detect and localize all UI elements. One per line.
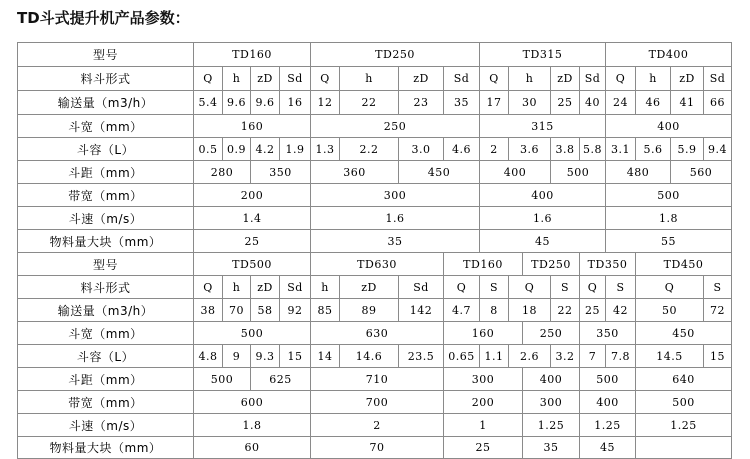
table-cell: h <box>222 66 250 90</box>
table-cell: 160 <box>193 114 310 137</box>
row-label: 输送量（m3/h） <box>17 90 193 114</box>
row-label: 带宽（mm） <box>17 390 193 413</box>
table-cell: 250 <box>522 321 579 344</box>
table-cell: 0.65 <box>443 344 479 367</box>
table-cell: h <box>508 66 550 90</box>
table-cell: TD160 <box>443 252 522 275</box>
table-cell: 630 <box>310 321 443 344</box>
table-cell: 4.6 <box>443 137 479 160</box>
table-cell: 2 <box>310 413 443 436</box>
table-cell: 9.6 <box>250 90 279 114</box>
table-cell: 300 <box>443 367 522 390</box>
table-cell: 280 <box>193 160 250 183</box>
table-cell: Q <box>193 275 222 298</box>
table-cell: 35 <box>522 436 579 459</box>
table-cell: S <box>605 275 635 298</box>
table-cell: 9.4 <box>703 137 732 160</box>
table-cell: 0.5 <box>193 137 222 160</box>
table-cell: 22 <box>339 90 398 114</box>
page-title: TD斗式提升机产品参数： <box>17 9 190 27</box>
table-cell: TD250 <box>522 252 579 275</box>
table-cell <box>635 436 732 459</box>
table-cell: TD250 <box>310 42 479 66</box>
table-cell: 12 <box>310 90 339 114</box>
table-cell: 3.8 <box>550 137 579 160</box>
table-cell: Sd <box>279 275 310 298</box>
table-cell: 500 <box>605 183 732 206</box>
row-label: 斗容（L） <box>17 137 193 160</box>
table-cell: 8 <box>479 298 508 321</box>
table-cell: 1 <box>443 413 522 436</box>
table-cell: h <box>222 275 250 298</box>
table-cell: S <box>479 275 508 298</box>
table-cell: 5.8 <box>579 137 605 160</box>
table-cell: 1.1 <box>479 344 508 367</box>
row-label: 物料量大块（mm） <box>17 436 193 459</box>
row-label: 斗距（mm） <box>17 160 193 183</box>
table-cell: 250 <box>310 114 479 137</box>
table-cell: 360 <box>310 160 398 183</box>
table-cell: 4.2 <box>250 137 279 160</box>
table-cell: Sd <box>398 275 443 298</box>
table-cell: 35 <box>310 229 479 252</box>
table-cell: 40 <box>579 90 605 114</box>
table-cell: 18 <box>508 298 550 321</box>
table-cell: 17 <box>479 90 508 114</box>
table-cell: S <box>550 275 579 298</box>
table-cell: 25 <box>443 436 522 459</box>
table-cell: 9.6 <box>222 90 250 114</box>
table-cell: 23 <box>398 90 443 114</box>
table-cell: 350 <box>579 321 635 344</box>
row-label: 斗速（m/s） <box>17 413 193 436</box>
table-cell: TD315 <box>479 42 605 66</box>
table-cell: 2.6 <box>508 344 550 367</box>
table-cell: 25 <box>579 298 605 321</box>
table-cell: 1.6 <box>479 206 605 229</box>
table-cell: zD <box>670 66 703 90</box>
table-cell: h <box>310 275 339 298</box>
table-cell: 72 <box>703 298 732 321</box>
row-label: 料斗形式 <box>17 66 193 90</box>
table-cell: 400 <box>479 160 550 183</box>
table-cell: 60 <box>193 436 310 459</box>
table-cell: 400 <box>605 114 732 137</box>
table-cell: 25 <box>193 229 310 252</box>
table-cell: 450 <box>398 160 479 183</box>
table-cell: 42 <box>605 298 635 321</box>
table-cell: 89 <box>339 298 398 321</box>
table-cell: 55 <box>605 229 732 252</box>
table-cell: 160 <box>443 321 522 344</box>
table-cell: 1.25 <box>579 413 635 436</box>
table-cell: 4.7 <box>443 298 479 321</box>
row-label: 型号 <box>17 252 193 275</box>
table-cell: TD350 <box>579 252 635 275</box>
table-cell: zD <box>250 275 279 298</box>
table-cell: 710 <box>310 367 443 390</box>
table-cell: 15 <box>703 344 732 367</box>
table-cell: h <box>635 66 670 90</box>
table-cell: 14 <box>310 344 339 367</box>
table-cell: 41 <box>670 90 703 114</box>
table-cell: 1.8 <box>193 413 310 436</box>
table-cell: 300 <box>522 390 579 413</box>
table-cell: 2.2 <box>339 137 398 160</box>
table-cell: 350 <box>250 160 310 183</box>
table-cell: Q <box>193 66 222 90</box>
table-cell: 450 <box>635 321 732 344</box>
table-cell: 2 <box>479 137 508 160</box>
table-cell: 1.25 <box>522 413 579 436</box>
table-cell: Sd <box>579 66 605 90</box>
table-cell: 35 <box>443 90 479 114</box>
table-cell: Q <box>605 66 635 90</box>
table-cell: TD450 <box>635 252 732 275</box>
table-cell: zD <box>339 275 398 298</box>
table-cell: 70 <box>310 436 443 459</box>
table-cell: 85 <box>310 298 339 321</box>
table-cell: 58 <box>250 298 279 321</box>
table-cell: Q <box>635 275 703 298</box>
table-cell: 46 <box>635 90 670 114</box>
table-cell: zD <box>550 66 579 90</box>
table-cell: 70 <box>222 298 250 321</box>
table-cell: 5.4 <box>193 90 222 114</box>
table-cell: TD500 <box>193 252 310 275</box>
table-cell: 5.6 <box>635 137 670 160</box>
row-label: 料斗形式 <box>17 275 193 298</box>
table-cell: 500 <box>193 321 310 344</box>
table-cell: 14.6 <box>339 344 398 367</box>
table-cell: 23.5 <box>398 344 443 367</box>
row-label: 斗宽（mm） <box>17 321 193 344</box>
table-cell: 92 <box>279 298 310 321</box>
table-cell: 9 <box>222 344 250 367</box>
table-cell: 0.9 <box>222 137 250 160</box>
table-cell: 300 <box>310 183 479 206</box>
table-cell: TD160 <box>193 42 310 66</box>
table-cell: 9.3 <box>250 344 279 367</box>
table-cell: 1.4 <box>193 206 310 229</box>
table-cell: 38 <box>193 298 222 321</box>
table-cell: 560 <box>670 160 732 183</box>
table-cell: 1.3 <box>310 137 339 160</box>
table-cell: 700 <box>310 390 443 413</box>
row-label: 带宽（mm） <box>17 183 193 206</box>
table-cell: h <box>339 66 398 90</box>
table-cell: 4.8 <box>193 344 222 367</box>
table-cell: 400 <box>579 390 635 413</box>
table-cell: 640 <box>635 367 732 390</box>
table-cell: 7.8 <box>605 344 635 367</box>
table-cell: 3.2 <box>550 344 579 367</box>
table-cell: Q <box>479 66 508 90</box>
table-cell: 3.0 <box>398 137 443 160</box>
table-cell: 15 <box>279 344 310 367</box>
row-label: 斗速（m/s） <box>17 206 193 229</box>
table-cell: 400 <box>479 183 605 206</box>
table-cell: Q <box>579 275 605 298</box>
table-cell: Sd <box>279 66 310 90</box>
table-cell: 500 <box>550 160 605 183</box>
table-cell: 66 <box>703 90 732 114</box>
table-cell: 500 <box>635 390 732 413</box>
table-cell: 3.1 <box>605 137 635 160</box>
table-cell: 50 <box>635 298 703 321</box>
table-cell: 480 <box>605 160 670 183</box>
row-label: 输送量（m3/h） <box>17 298 193 321</box>
table-cell: 14.5 <box>635 344 703 367</box>
table-cell: 7 <box>579 344 605 367</box>
table-cell: zD <box>250 66 279 90</box>
table-cell: 45 <box>479 229 605 252</box>
table-cell: Q <box>443 275 479 298</box>
table-cell: 500 <box>579 367 635 390</box>
table-cell: 3.6 <box>508 137 550 160</box>
table-cell: 500 <box>193 367 250 390</box>
table-cell: TD400 <box>605 42 732 66</box>
table-cell: 200 <box>443 390 522 413</box>
table-cell: 5.9 <box>670 137 703 160</box>
table-cell: 400 <box>522 367 579 390</box>
row-label: 物料量大块（mm） <box>17 229 193 252</box>
table-cell: 30 <box>508 90 550 114</box>
table-cell: 142 <box>398 298 443 321</box>
table-cell: 200 <box>193 183 310 206</box>
table-cell: 1.9 <box>279 137 310 160</box>
table-cell: S <box>703 275 732 298</box>
row-label: 型号 <box>17 42 193 66</box>
table-cell: 315 <box>479 114 605 137</box>
table-cell: 22 <box>550 298 579 321</box>
table-cell: 16 <box>279 90 310 114</box>
table-cell: 25 <box>550 90 579 114</box>
table-cell: 45 <box>579 436 635 459</box>
table-cell: 625 <box>250 367 310 390</box>
table-cell: Sd <box>703 66 732 90</box>
table-cell: 600 <box>193 390 310 413</box>
table-cell: 1.6 <box>310 206 479 229</box>
table-cell: Q <box>508 275 550 298</box>
table-cell: 1.8 <box>605 206 732 229</box>
row-label: 斗宽（mm） <box>17 114 193 137</box>
table-cell: 1.25 <box>635 413 732 436</box>
row-label: 斗距（mm） <box>17 367 193 390</box>
table-cell: Sd <box>443 66 479 90</box>
table-cell: zD <box>398 66 443 90</box>
row-label: 斗容（L） <box>17 344 193 367</box>
table-cell: 24 <box>605 90 635 114</box>
table-cell: Q <box>310 66 339 90</box>
table-cell: TD630 <box>310 252 443 275</box>
